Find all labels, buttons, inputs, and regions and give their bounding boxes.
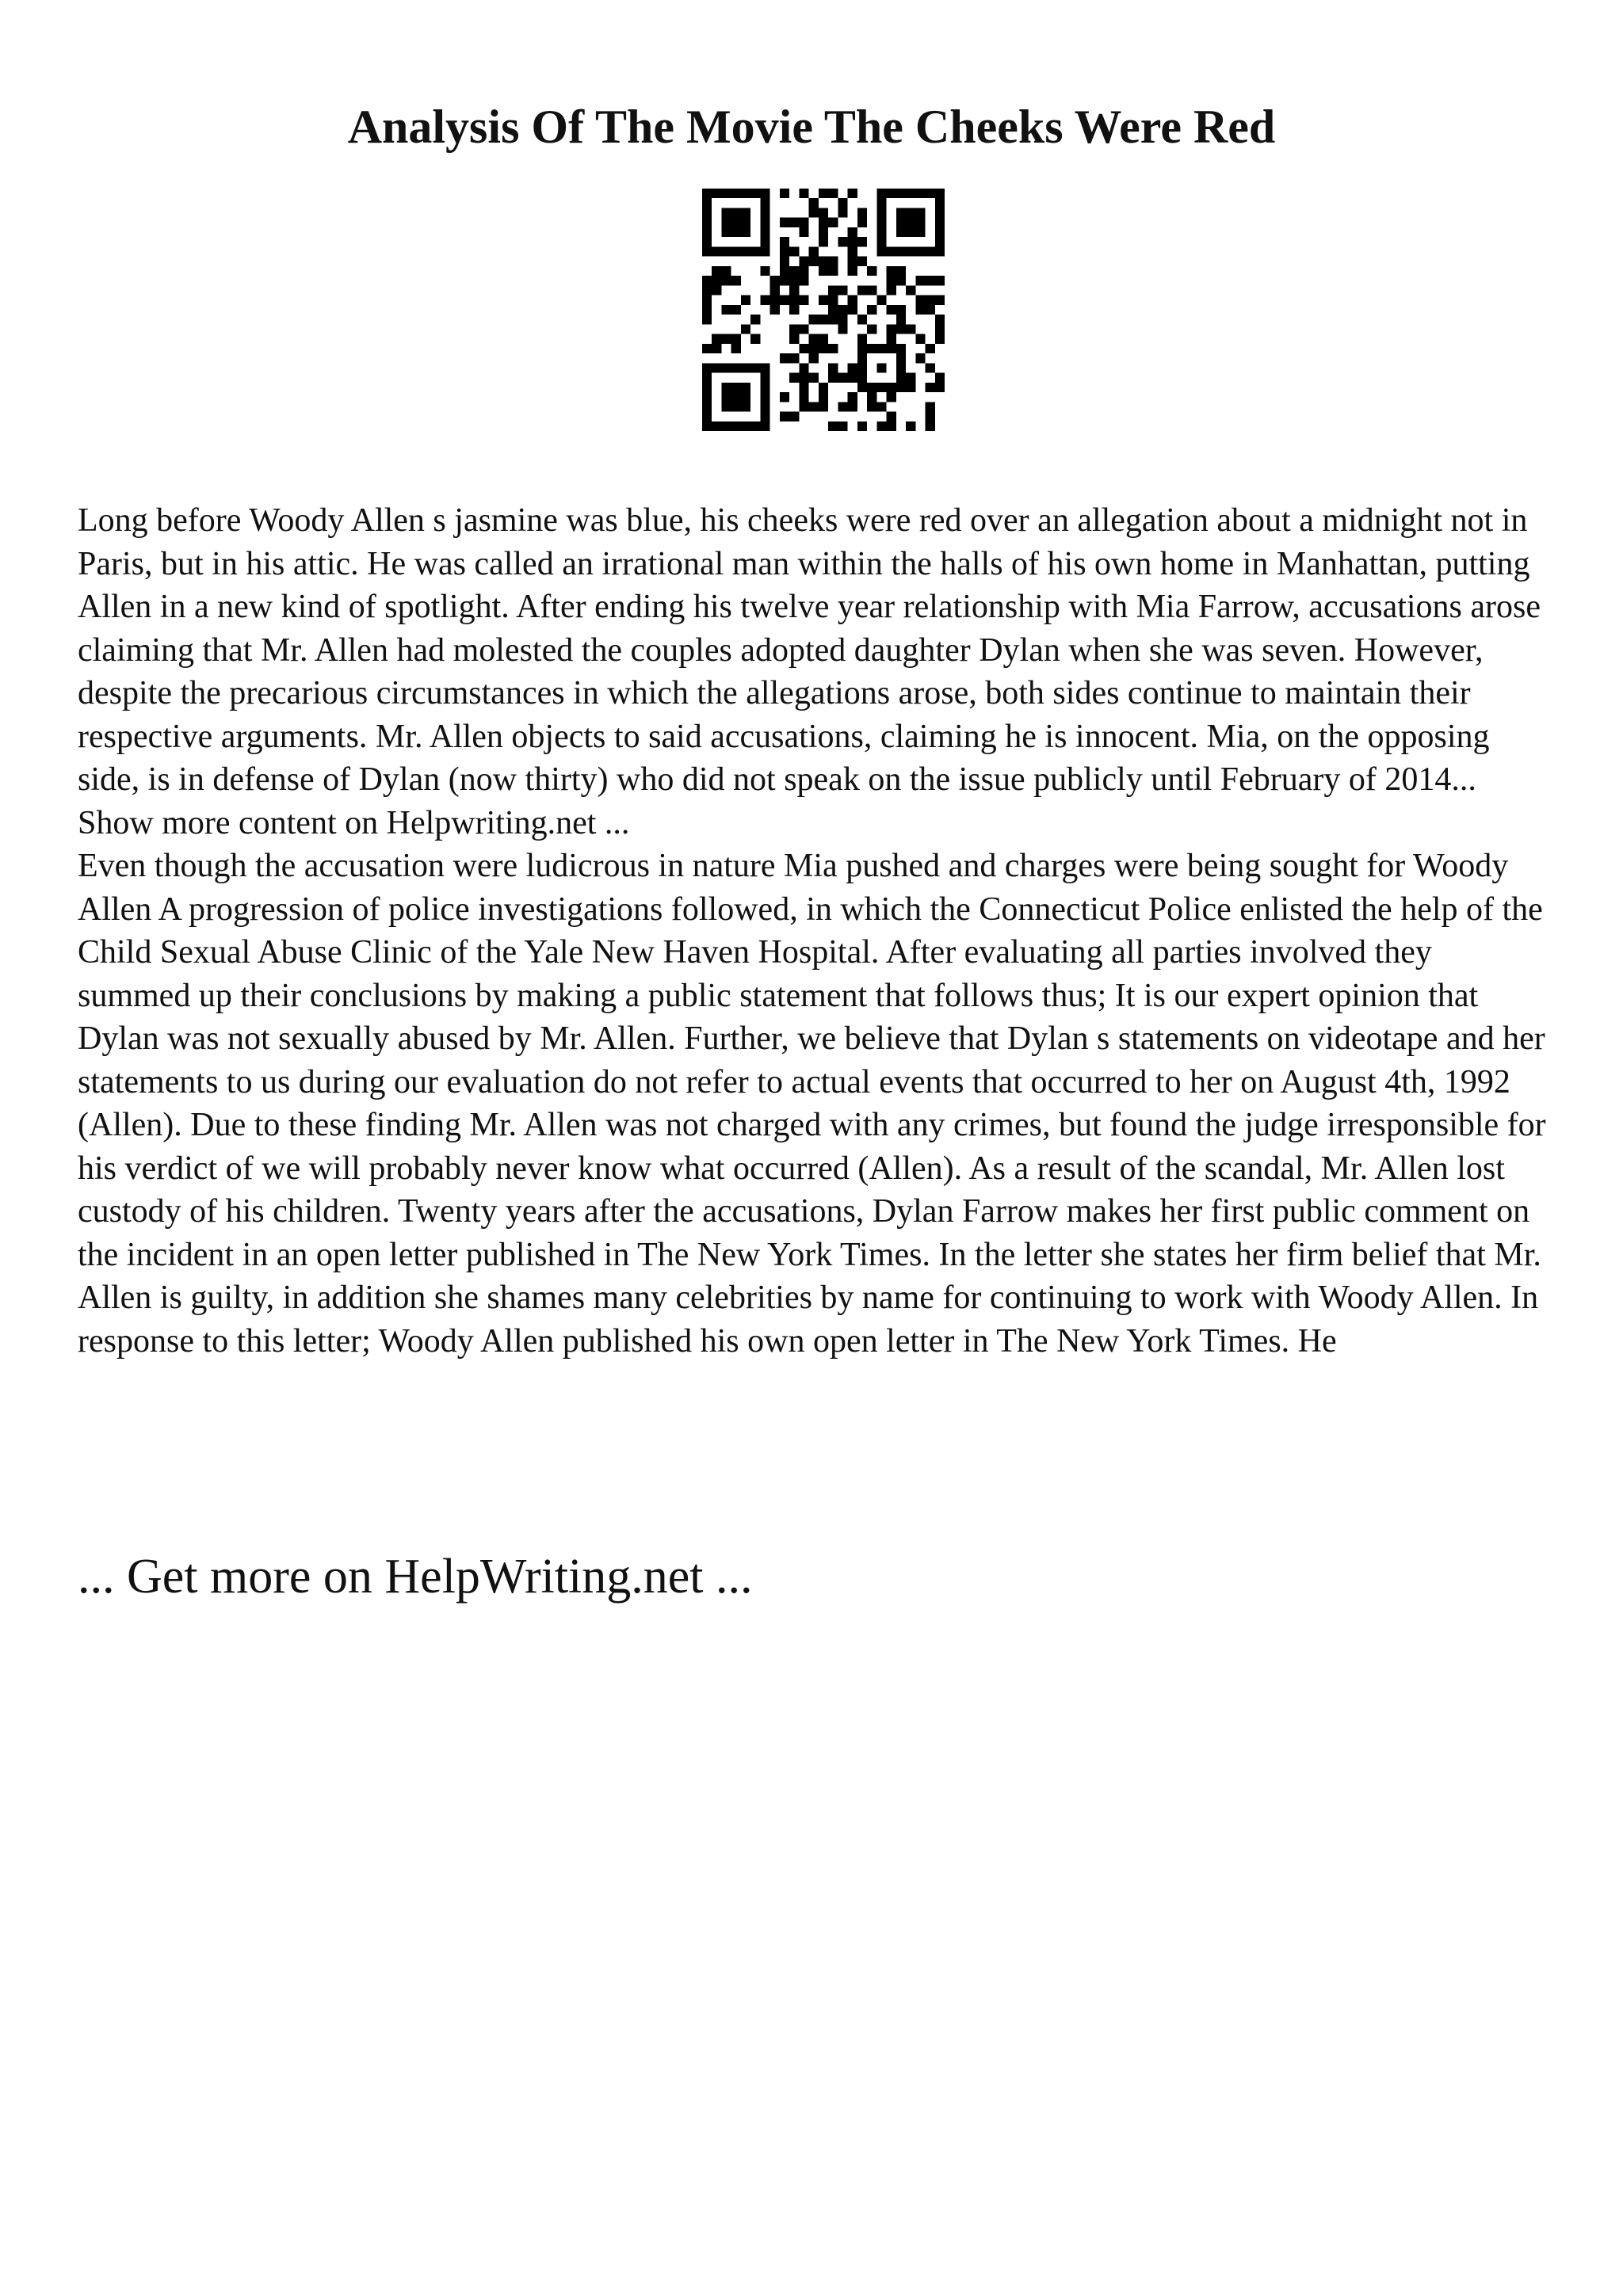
paragraph: Even though the accusation were ludicrous in nature Mia pushed and charges were being sought for Woody Allen A progression of police investigations followed, in which the Connecticut Police enlisted the help of the Child Sexual Abuse Clinic of the Yale New Haven Hospital. After evaluating all parties involved they summed up their conclusions by making a public statement that follows thus; It is our expert opinion that Dylan was not sexually abused by Mr. Allen. Further, we believe that Dylan s statements on videotape and her statements to us during our evaluation do not refer to actual events that occurred to her on August 4th, 1992 (Allen). Due to these finding Mr. Allen was not charged with any crimes, but found the judge irresponsible for his verdict of we will probably never know what occurred (Allen). As a result of the scandal, Mr. Allen lost custody of his children. Twenty years after the accusations, Dylan Farrow makes her first public comment on the incident in an open letter published in The New York Times. In the letter she states her firm belief that Mr. Allen is guilty, in addition she shames many celebrities by name for continuing to work with Woody Allen. In response to this letter; Woody Allen published his own open letter in The New York Times. He <box>78 848 1546 1360</box>
qr-code-icon <box>702 189 945 431</box>
paragraph: Long before Woody Allen s jasmine was blue, his cheeks were red over an allegation about a midnight not in Paris, but in his attic. He was called an irrational man within the halls of his own home in Manhattan, putting Allen in a new kind of spotlight. After ending his twelve year relationship with Mia Farrow, accusations arose claiming that Mr. Allen had molested the couples adopted daughter Dylan when she was seven. However, despite the precarious circumstances in which the allegations arose, both sides continue to maintain their respective arguments. Mr. Allen objects to said accusations, claiming he is innocent. Mia, on the opposing side, is in defense of Dylan (now thirty) who did not speak on the issue publicly until February of 2014... Show more content on Helpwriting.net ... <box>78 502 1541 841</box>
page-title: Analysis Of The Movie The Cheeks Were Red <box>347 101 1276 153</box>
get-more-link[interactable]: ... Get more on HelpWriting.net ... <box>78 1550 753 1604</box>
article-body <box>78 499 1552 1363</box>
